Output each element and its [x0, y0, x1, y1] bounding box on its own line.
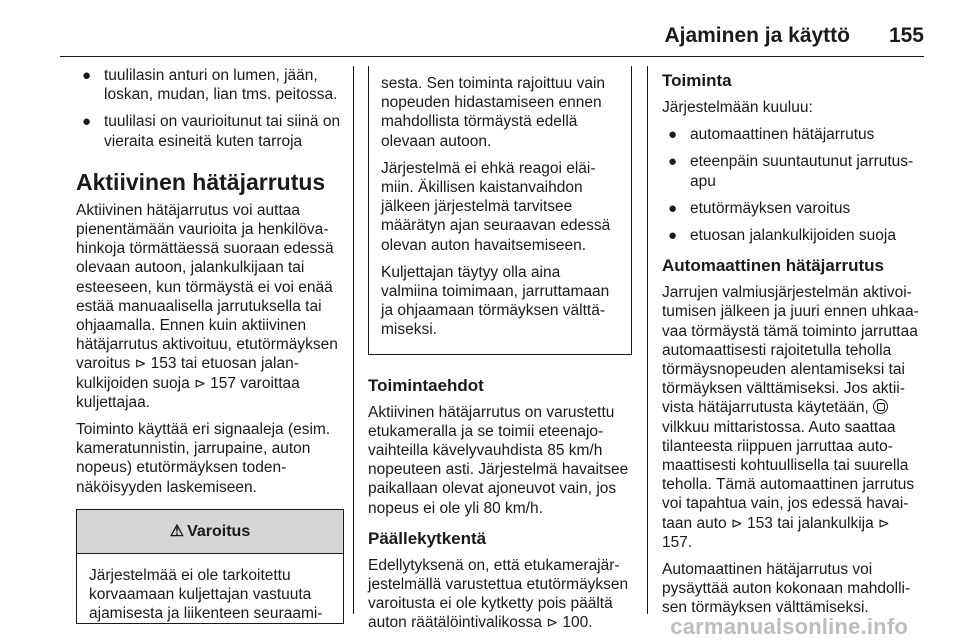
paragraph: Toiminto käyttää eri signaaleja (esim. kameratunnistin, jarrupaine, auton nopeus) etutörmäyksen todennäköisyyden laskemiseen. [76, 421, 331, 496]
paragraph: Aktiivinen hätäjarrutus voi auttaa pienentämään vaurioita ja henkilövahinkoja törmättäessä suoraan edessä olevaan autoon, jalankulkijaan tai esteeseen, kun törmäystä ei voi enää estää manuaalisella jarrutuksella tai ohjaamalla. Ennen kuin aktiivinen hätäjarrutus aktivoituu, etutörmäyksen varoitus ⊳ 153 tai etuosan jalankulkijoiden suoja ⊳ 157 varoittaa kuljettajaa. [76, 201, 338, 411]
subsection-heading: Päällekytkentä [368, 528, 487, 548]
column-divider-2 [647, 66, 648, 614]
page-ref[interactable]: 153 [747, 514, 773, 532]
bullet-icon: ● [82, 113, 92, 131]
column-3 [662, 66, 924, 626]
bullet-icon: ● [668, 126, 678, 144]
column-1 [76, 66, 344, 624]
list-item: ● tuulilasi on vaurioitunut tai siinä on vieraita esineitä kuten tarroja [82, 113, 341, 150]
bullet-icon: ● [668, 153, 678, 171]
subsection-heading: Toimintaehdot [368, 375, 484, 395]
list-item: ● etuosan jalankulkijoiden suoja [668, 227, 896, 245]
paragraph: Jarrujen valmiusjärjestelmän aktivoitumisen jälkeen ja juuri ennen uhkaavaa törmäystä tämä toiminto jarruttaa automaattisesti rajoitetulla teholla törmäysnopeuden alentamiseksi tai törmäyksen välttämiseksi. Jos aktiivista hätäjarrutusta käytetään, vilkkuu mittaristossa. Auto saattaa tilanteesta riippuen jarruttaa automaattisesti kohtuullisella tai suurella teholla. Tämä automaattinen jarrutus voi tapahtua vain, jos edessä havaitaan auto ⊳ 153 tai jalankulkija ⊳ 157. [662, 284, 919, 551]
reference-arrow-icon: ⊳ [878, 514, 890, 531]
column-divider-1 [353, 66, 354, 614]
emergency-brake-warning-icon [873, 399, 888, 414]
page-ref[interactable]: 157. [662, 533, 693, 551]
running-title: Ajaminen ja käyttö [664, 24, 850, 47]
warning-icon: ⚠ [169, 522, 185, 540]
list-item: ● etutörmäyksen varoitus [668, 199, 851, 217]
warning-text: Kuljettajan täytyy olla aina valmiina toimimaan, jarruttamaan ja ohjaamaan törmäyksen välttämiseksi. [381, 263, 610, 339]
warning-text: Järjestelmää ei ole tarkoitettu korvaamaan kuljettajan vastuuta ajamisesta ja liikenteen seuraami- [89, 566, 323, 623]
warning-text: sesta. Sen toiminta rajoittuu vain nopeuden hidastamiseen ennen mahdollista törmäystä edellä olevaan autoon. [381, 75, 606, 150]
paragraph: Edellytyksenä on, että etukamerajärjestelmällä varustettua etutörmäyksen varoitusta ei ole kytketty pois päältä auton räätälöintivalikossa ⊳ 100. [368, 556, 629, 632]
bullet-icon: ● [668, 227, 678, 245]
watermark: carmanualsonline.info [670, 614, 908, 639]
reference-arrow-icon: ⊳ [730, 514, 743, 531]
paragraph: Järjestelmään kuuluu: [662, 99, 813, 116]
list-item: ● automaattinen hätäjarrutus [668, 126, 875, 144]
bullet-icon: ● [82, 67, 92, 84]
column-2 [368, 66, 632, 641]
reference-arrow-icon: ⊳ [546, 614, 559, 631]
page-ref[interactable]: 157 [210, 374, 236, 392]
warning-header [77, 510, 343, 554]
subsection-heading: Automaattinen hätäjarrutus [662, 256, 884, 276]
paragraph: Automaattinen hätäjarrutus voi pysäyttää auton kokonaan mahdollisen törmäyksen välttämiseksi. [662, 561, 911, 617]
subsection-heading: Toiminta [662, 71, 732, 90]
reference-arrow-icon: ⊳ [194, 374, 206, 391]
section-heading: Aktiivinen hätäjarrutus [76, 168, 326, 195]
list-item: ● tuulilasin anturi on lumen, jään, loskan, mudan, lian tms. peitossa. [82, 67, 338, 104]
warning-box-continued [368, 66, 632, 355]
page-ref[interactable]: 100. [562, 614, 593, 632]
paragraph: Aktiivinen hätäjarrutus on varustettu etukameralla ja se toimii eteenajovaihteilla kävelyvauhdista 85 km/h nopeuteen asti. Järjestelmä havaitsee paikallaan olevat ajoneuvot vain, jos nopeus ei ole yli 80 km/h. [368, 403, 629, 517]
warning-box [76, 509, 344, 625]
warning-title: Varoitus [187, 522, 251, 540]
header-rule [60, 56, 924, 57]
reference-arrow-icon: ⊳ [134, 355, 147, 372]
list-item: ● eteenpäin suuntautunut jarrutusapu [668, 153, 914, 190]
warning-text: Järjestelmä ei ehkä reagoi eläimiin. Äkillisen kaistanvaihdon jälkeen järjestelmä tarvitsee määrätyn ajan seuraavan edessä olevan auton havaitsemiseen. [381, 159, 611, 254]
page-ref[interactable]: 153 [150, 355, 177, 373]
bullet-icon: ● [668, 199, 678, 217]
page-number: 155 [888, 24, 924, 47]
page-header [60, 24, 924, 60]
